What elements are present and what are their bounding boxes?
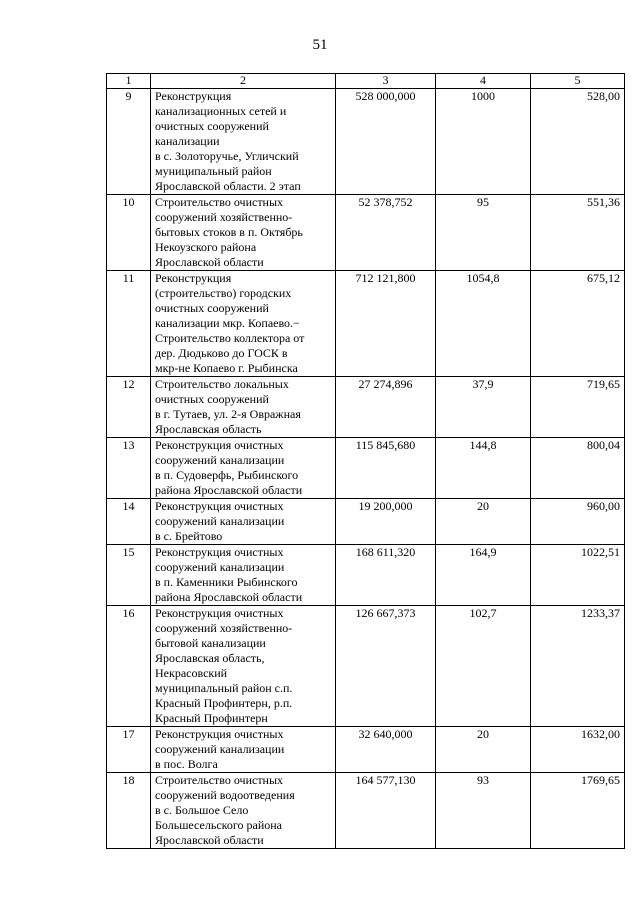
project-name-line: (строительство) городских — [155, 286, 292, 300]
capacity-cell: 93 — [436, 773, 531, 849]
project-name-line: в г. Тутаев, ул. 2-я Овражная — [155, 407, 301, 421]
column-header: 5 — [531, 74, 625, 89]
project-name-line: в п. Судоверфь, Рыбинского — [155, 468, 299, 482]
unit-cost-cell: 1632,00 — [531, 727, 625, 773]
project-name-cell — [151, 606, 336, 727]
project-name-line: Реконструкция очистных — [155, 545, 284, 559]
project-name-line: Красный Профинтерн, р.п. — [155, 696, 293, 710]
page-number: 51 — [312, 37, 328, 53]
project-name-line: Реконструкция очистных — [155, 438, 284, 452]
unit-cost-cell: 1233,37 — [531, 606, 625, 727]
table-row — [107, 499, 625, 545]
project-name-line: канализации мкр. Копаево.− — [155, 316, 300, 330]
row-number-cell: 18 — [107, 773, 151, 849]
table-row — [107, 438, 625, 499]
project-name-line: сооружений канализации — [155, 560, 285, 574]
table-row — [107, 195, 625, 271]
capacity-cell: 95 — [436, 195, 531, 271]
project-name-line: района Ярославской области — [155, 590, 303, 604]
cost-cell: 168 611,320 — [336, 545, 436, 606]
project-name-line: бытовой канализации — [155, 636, 266, 650]
cost-cell: 19 200,000 — [336, 499, 436, 545]
unit-cost-cell: 719,65 — [531, 377, 625, 438]
table-row — [107, 89, 625, 195]
project-name-line: района Ярославской области — [155, 483, 303, 497]
project-name-line: сооружений канализации — [155, 514, 285, 528]
cost-cell: 27 274,896 — [336, 377, 436, 438]
project-name-line: в с. Брейтово — [155, 529, 223, 543]
project-name-line: Ярославской области. 2 этап — [155, 179, 301, 193]
capacity-cell: 144,8 — [436, 438, 531, 499]
projects-table — [106, 73, 625, 849]
cost-cell: 126 667,373 — [336, 606, 436, 727]
unit-cost-cell: 800,04 — [531, 438, 625, 499]
row-number-cell: 9 — [107, 89, 151, 195]
project-name-line: Реконструкция очистных — [155, 499, 284, 513]
column-header: 2 — [151, 74, 336, 89]
capacity-cell: 37,9 — [436, 377, 531, 438]
capacity-cell: 164,9 — [436, 545, 531, 606]
project-name-line: Строительство очистных — [155, 773, 284, 787]
row-number-cell: 17 — [107, 727, 151, 773]
project-name-line: сооружений канализации — [155, 742, 285, 756]
project-name-line: Реконструкция — [155, 271, 232, 285]
cost-cell: 528 000,000 — [336, 89, 436, 195]
project-name-cell — [151, 89, 336, 195]
project-name-line: Ярославской области — [155, 833, 264, 847]
project-name-line: в с. Большое Село — [155, 803, 249, 817]
project-name-cell — [151, 727, 336, 773]
project-name-line: муниципальный район с.п. — [155, 681, 293, 695]
project-name-cell — [151, 271, 336, 377]
row-number-cell: 14 — [107, 499, 151, 545]
unit-cost-cell: 551,36 — [531, 195, 625, 271]
project-name-line: Красный Профинтерн — [155, 711, 268, 725]
row-number-cell: 11 — [107, 271, 151, 377]
table-row — [107, 727, 625, 773]
capacity-cell: 102,7 — [436, 606, 531, 727]
project-name-line: муниципальный район — [155, 164, 272, 178]
project-name-line: Большесельского района — [155, 818, 282, 832]
project-name-line: сооружений хозяйственно- — [155, 621, 293, 635]
project-name-line: в с. Золоторучье, Угличский — [155, 149, 299, 163]
cost-cell: 164 577,130 — [336, 773, 436, 849]
project-name-line: очистных сооружений — [155, 119, 269, 133]
table-row — [107, 545, 625, 606]
row-number-cell: 10 — [107, 195, 151, 271]
cost-cell: 712 121,800 — [336, 271, 436, 377]
row-number-cell: 12 — [107, 377, 151, 438]
project-name-cell — [151, 545, 336, 606]
project-name-line: Реконструкция очистных — [155, 727, 284, 741]
table-header-row — [107, 74, 625, 89]
table-row — [107, 377, 625, 438]
project-name-line: в пос. Волга — [155, 757, 218, 771]
project-name-line: очистных сооружений — [155, 301, 269, 315]
table-row — [107, 271, 625, 377]
row-number-cell: 16 — [107, 606, 151, 727]
project-name-line: мкр-не Копаево г. Рыбинска — [155, 361, 298, 375]
capacity-cell: 20 — [436, 499, 531, 545]
project-name-line: Реконструкция очистных — [155, 606, 284, 620]
project-name-line: Строительство локальных — [155, 377, 289, 391]
project-name-line: Некоузского района — [155, 240, 257, 254]
project-name-cell — [151, 499, 336, 545]
project-name-line: очистных сооружений — [155, 392, 269, 406]
table-body — [107, 74, 625, 849]
column-header: 3 — [336, 74, 436, 89]
project-name-line: в п. Каменники Рыбинского — [155, 575, 298, 589]
row-number-cell: 13 — [107, 438, 151, 499]
project-name-line: сооружений канализации — [155, 453, 285, 467]
capacity-cell: 20 — [436, 727, 531, 773]
project-name-line: канализации — [155, 134, 220, 148]
project-name-line: Некрасовский — [155, 666, 228, 680]
unit-cost-cell: 1022,51 — [531, 545, 625, 606]
project-name-line: сооружений водоотведения — [155, 788, 295, 802]
project-name-cell — [151, 773, 336, 849]
project-name-line: Строительство коллектора от — [155, 331, 305, 345]
project-name-line: Строительство очистных — [155, 195, 284, 209]
column-header: 1 — [107, 74, 151, 89]
unit-cost-cell: 960,00 — [531, 499, 625, 545]
cost-cell: 32 640,000 — [336, 727, 436, 773]
project-name-cell — [151, 377, 336, 438]
table-row — [107, 773, 625, 849]
project-name-cell — [151, 438, 336, 499]
project-name-line: бытовых стоков в п. Октябрь — [155, 225, 303, 239]
unit-cost-cell: 675,12 — [531, 271, 625, 377]
cost-cell: 52 378,752 — [336, 195, 436, 271]
project-name-line: сооружений хозяйственно- — [155, 210, 293, 224]
column-header: 4 — [436, 74, 531, 89]
capacity-cell: 1054,8 — [436, 271, 531, 377]
project-name-line: Ярославской области — [155, 255, 264, 269]
project-name-line: Ярославская область — [155, 422, 262, 436]
table-row — [107, 606, 625, 727]
project-name-line: дер. Дюдьково до ГОСК в — [155, 346, 288, 360]
cost-cell: 115 845,680 — [336, 438, 436, 499]
row-number-cell: 15 — [107, 545, 151, 606]
unit-cost-cell: 528,00 — [531, 89, 625, 195]
project-name-line: Ярославская область, — [155, 651, 265, 665]
unit-cost-cell: 1769,65 — [531, 773, 625, 849]
project-name-line: Реконструкция — [155, 89, 232, 103]
capacity-cell: 1000 — [436, 89, 531, 195]
project-name-cell — [151, 195, 336, 271]
project-name-line: канализационных сетей и — [155, 104, 287, 118]
